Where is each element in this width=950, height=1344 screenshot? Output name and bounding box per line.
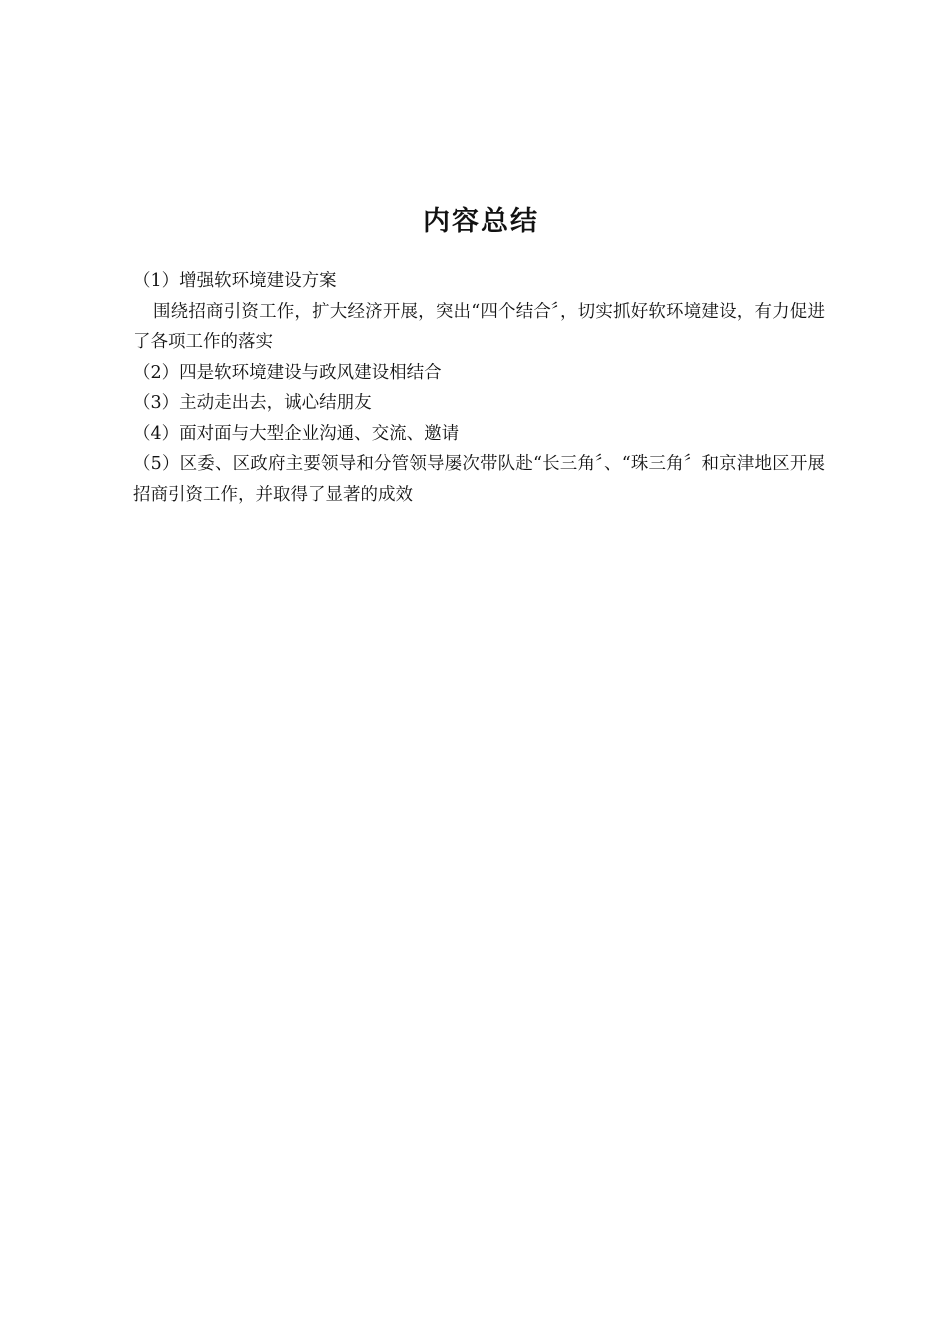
page-title: 内容总结 (423, 206, 539, 238)
paragraph-heading-3: （3）主动走出去，诚心结朋友 (133, 393, 372, 413)
paragraph-heading-4: （4）面对面与大型企业沟通、交流、邀请 (133, 423, 460, 444)
paragraph-body-1: 围绕招商引资工作，扩大经济开展，突出“四个结合〞，切实抓好软环境建设，有力促进了各项工作的落实 (133, 301, 825, 352)
document-body (133, 266, 825, 510)
paragraph-heading-5: （5）区委、区政府主要领导和分管领导屡次带队赴“长三角〞、“珠三角〞和京津地区开展招商引资工作，并取得了显著的成效 (133, 454, 825, 505)
paragraph-heading-1: （1）增强软环境建设方案 (133, 271, 337, 291)
paragraph-heading-2: （2）四是软环境建设与政风建设相结合 (133, 362, 442, 383)
